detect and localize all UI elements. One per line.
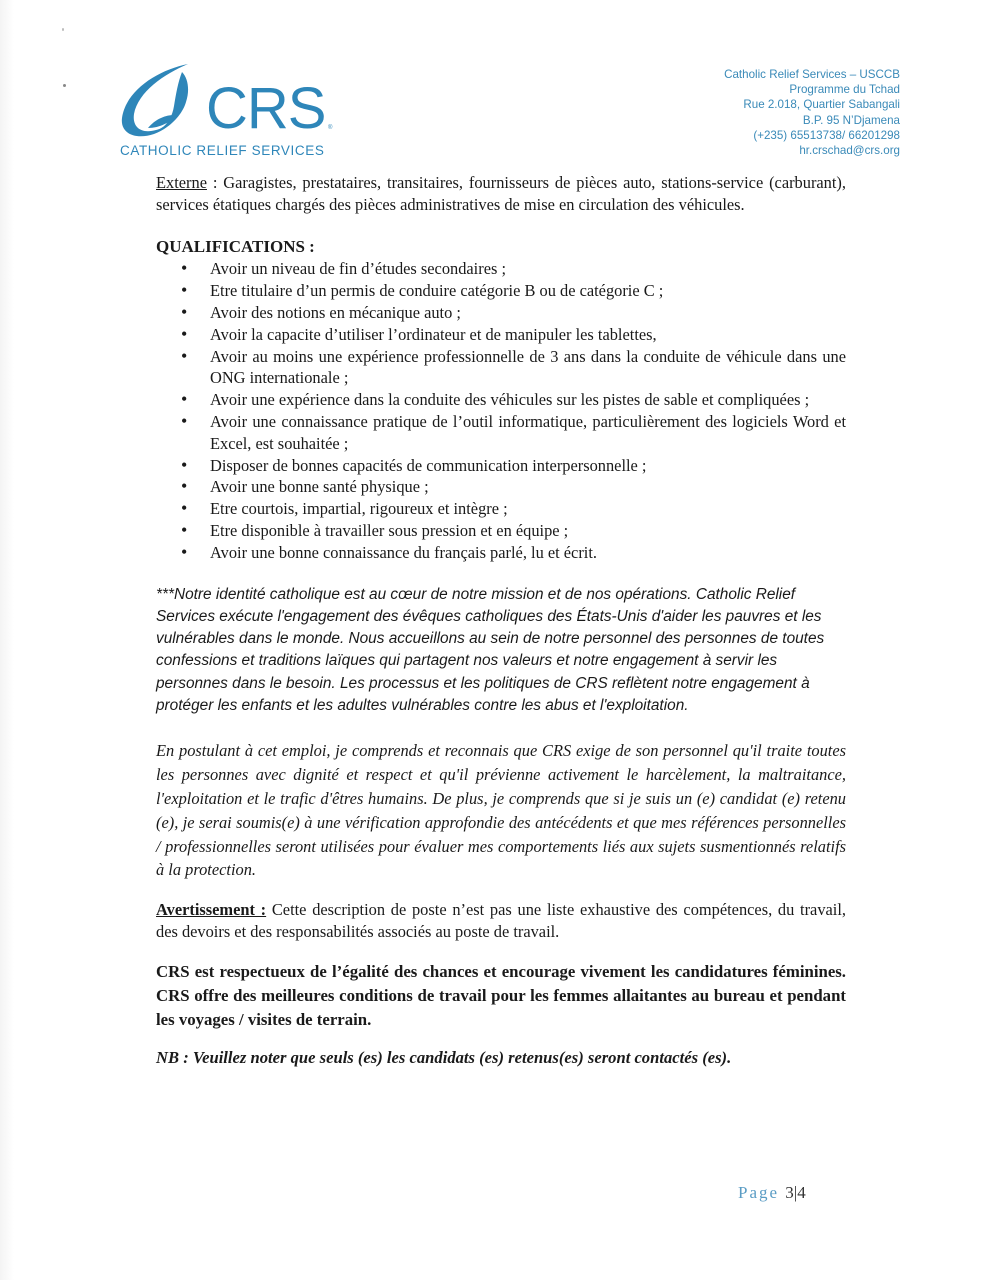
page-label: Page: [738, 1183, 780, 1202]
list-item: • Avoir des notions en mécanique auto ;: [156, 302, 846, 324]
list-item: • Etre courtois, impartial, rigoureux et intègre ;: [156, 498, 846, 520]
list-item: • Avoir une bonne connaissance du français parlé, lu et écrit.: [156, 542, 846, 564]
list-item: • Disposer de bonnes capacités de communication interpersonnelle ;: [156, 455, 846, 477]
catholic-identity-statement: ***Notre identité catholique est au cœur de notre mission et de nos opérations. Catholic Relief Services exécute l'engagement des évêques catholiques des États-Unis d'aider les pauvres et les vulnérables dans le monde. Nous accueillons au sein de notre personnel des personnes de toutes confessions et traditions laïques qui partagent nos valeurs et notre engagement à servir les personnes dans le besoin. Les processus et les politiques de CRS reflètent notre engagement à protéger les enfants et les adultes vulnérables contre les abus et l'exploitation.: [156, 585, 825, 715]
list-item: • Avoir une expérience dans la conduite des véhicules sur les pistes de sable et compliquées ;: [156, 389, 846, 411]
address-line: Rue 2.018, Quartier Sabangali: [743, 98, 900, 112]
address-email: hr.crschad@crs.org: [799, 144, 900, 158]
document-body: [156, 172, 846, 1069]
page-total: 4: [797, 1183, 806, 1202]
page-number: [738, 1183, 806, 1203]
externe-label: Externe: [156, 173, 207, 192]
externe-text: : Garagistes, prestataires, transitaires, fournisseurs de pièces auto, stations-service (carburant), services étatiques chargés des pièces administratives de mise en circulation des véhicules.: [156, 173, 846, 214]
logo-subtitle: CATHOLIC RELIEF SERVICES: [120, 143, 325, 158]
list-item: • Etre titulaire d’un permis de conduire catégorie B ou de catégorie C ;: [156, 280, 846, 302]
registered-mark: ®: [328, 125, 333, 131]
office-address: [724, 67, 900, 158]
warning-label: Avertissement :: [156, 900, 267, 920]
scan-speck: [63, 84, 66, 87]
nb-note: NB : Veuillez noter que seuls (es) les candidats (es) retenus(es) seront contactés (es).: [156, 1047, 732, 1067]
address-line: Catholic Relief Services – USCCB: [724, 68, 900, 81]
scan-speck: [62, 28, 64, 31]
list-item: • Avoir au moins une expérience professionnelle de 3 ans dans la conduite de véhicule dans une ONG internationale ;: [156, 346, 846, 390]
address-phone: (+235) 65513738/ 66201298: [753, 128, 900, 142]
qualifications-heading: QUALIFICATIONS :: [156, 236, 315, 256]
list-item: • Avoir un niveau de fin d’études secondaires ;: [156, 258, 846, 280]
warning-paragraph: [156, 899, 846, 943]
list-item: • Avoir la capacite d’utiliser l’ordinateur et de manipuler les tablettes,: [156, 324, 846, 346]
qualifications-list: [156, 258, 846, 563]
list-item: • Avoir une bonne santé physique ;: [156, 476, 846, 498]
page-current: 3: [785, 1183, 794, 1202]
page-separator: |: [793, 1183, 798, 1202]
equal-opportunity-statement: CRS est respectueux de l’égalité des chances et encourage vivement les candidatures féminines. CRS offre des meilleures conditions de travail pour les femmes allaitantes au bureau et pendant les voyages / visites de terrain.: [156, 961, 846, 1029]
list-item: • Avoir une connaissance pratique de l’outil informatique, particulièrement des logiciels Word et Excel, est souhaitée ;: [156, 411, 846, 455]
address-line: B.P. 95 N’Djamena: [802, 113, 900, 127]
crs-flame-icon: [118, 62, 208, 142]
scan-edge-shadow: [0, 0, 14, 1280]
crs-logo: [118, 62, 338, 162]
address-line: Programme du Tchad: [789, 83, 900, 97]
list-item: • Etre disponible à travailler sous pression et en équipe ;: [156, 520, 846, 542]
externe-paragraph: [156, 172, 846, 216]
logo-wordmark: CRS: [206, 76, 326, 141]
safeguarding-statement: En postulant à cet emploi, je comprends et reconnais que CRS exige de son personnel qu'il traite toutes les personnes avec dignité et respect et qu'il prévienne activement le harcèlement, la maltraitance, l'exploitation et le trafic d'êtres humains. De plus, je comprends que si je suis un (e) candidat (e) retenu (e), je serai soumis(e) à une vérification approfondie des antécédents et que mes références personnelles / professionnelles seront utilisées pour évaluer mes comportements liés aux sujets susmentionnés relatifs à la protection.: [156, 741, 846, 880]
warning-text: Cette description de poste n’est pas une liste exhaustive des compétences, du travail, des devoirs et des responsabilités associés au poste de travail.: [156, 900, 847, 941]
